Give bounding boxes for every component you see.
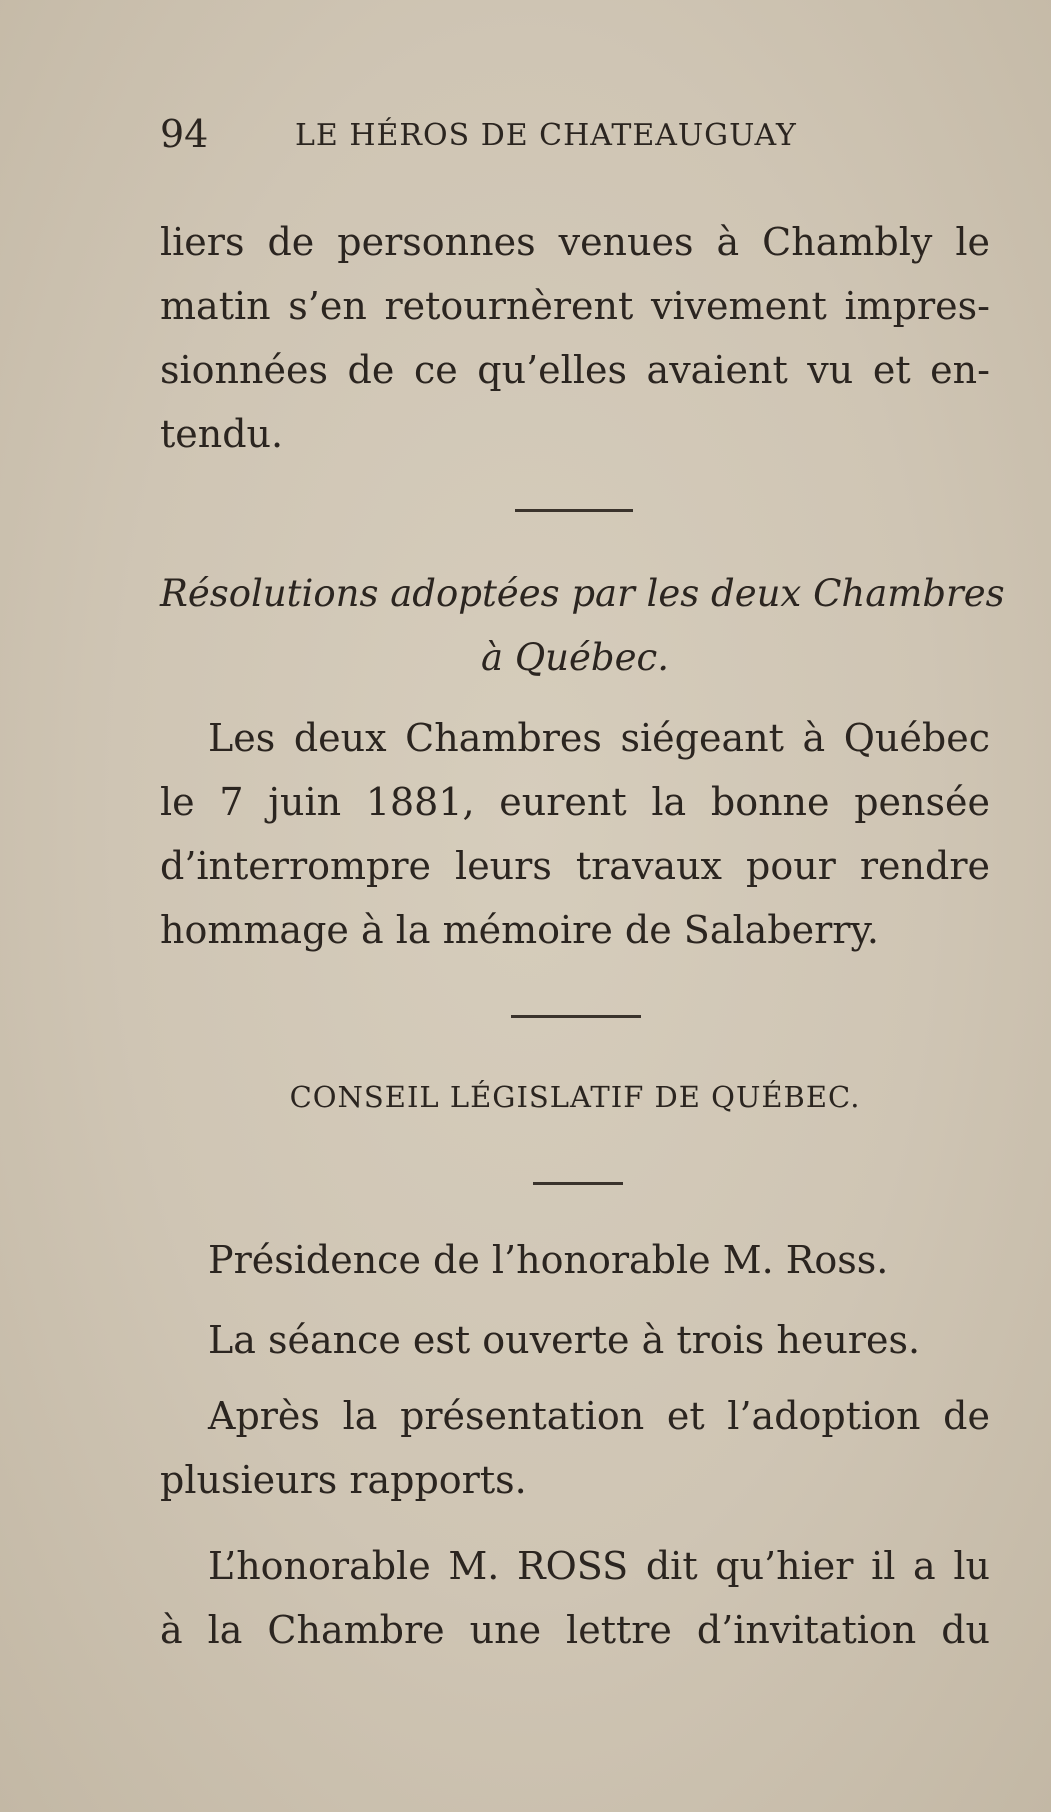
text-line: tendu. xyxy=(160,412,284,456)
paragraph-seance xyxy=(160,1308,990,1372)
text-line: sionnées de ce qu’elles avaient vu et en- xyxy=(160,348,990,392)
text-line: Après la présentation et l’adoption de xyxy=(208,1394,990,1438)
text-line: le 7 juin 1881, eurent la bonne pensée xyxy=(160,780,990,824)
text-line: L’honorable M. ROSS dit qu’hier il a lu xyxy=(208,1544,990,1588)
section-rule xyxy=(533,1182,623,1185)
subheading-line: Résolutions adoptées par les deux Chambres xyxy=(160,572,1005,615)
text-line: La séance est ouverte à trois heures. xyxy=(208,1318,921,1362)
running-header xyxy=(160,112,990,162)
text-line: liers de personnes venues à Chambly le xyxy=(160,220,990,264)
section-title: CONSEIL LÉGISLATIF DE QUÉBEC. xyxy=(289,1080,861,1114)
text-line: matin s’en retournèrent vivement impres- xyxy=(160,284,990,328)
resolution-subheading xyxy=(160,562,1005,690)
text-line: hommage à la mémoire de Salaberry. xyxy=(160,908,879,952)
text-line: d’interrompre leurs travaux pour rendre xyxy=(160,844,990,888)
paragraph-rapports xyxy=(160,1384,990,1512)
section-rule xyxy=(511,1015,641,1018)
text-line: plusieurs rapports. xyxy=(160,1458,527,1502)
section-rule xyxy=(515,509,633,512)
text-line: Présidence de l’honorable M. Ross. xyxy=(208,1238,889,1282)
text-line: à la Chambre une lettre d’invitation du xyxy=(160,1608,990,1652)
paragraph-presidence xyxy=(160,1228,990,1292)
subheading-line: à Québec. xyxy=(481,636,669,679)
paragraph-continuation xyxy=(160,210,990,466)
page-number: 94 xyxy=(160,112,209,156)
running-title: LE HÉROS DE CHATEAUGUAY xyxy=(295,118,797,153)
paragraph-chambers xyxy=(160,706,990,962)
paragraph-ross xyxy=(160,1534,990,1662)
text-line: Les deux Chambres siégeant à Québec xyxy=(208,716,990,760)
